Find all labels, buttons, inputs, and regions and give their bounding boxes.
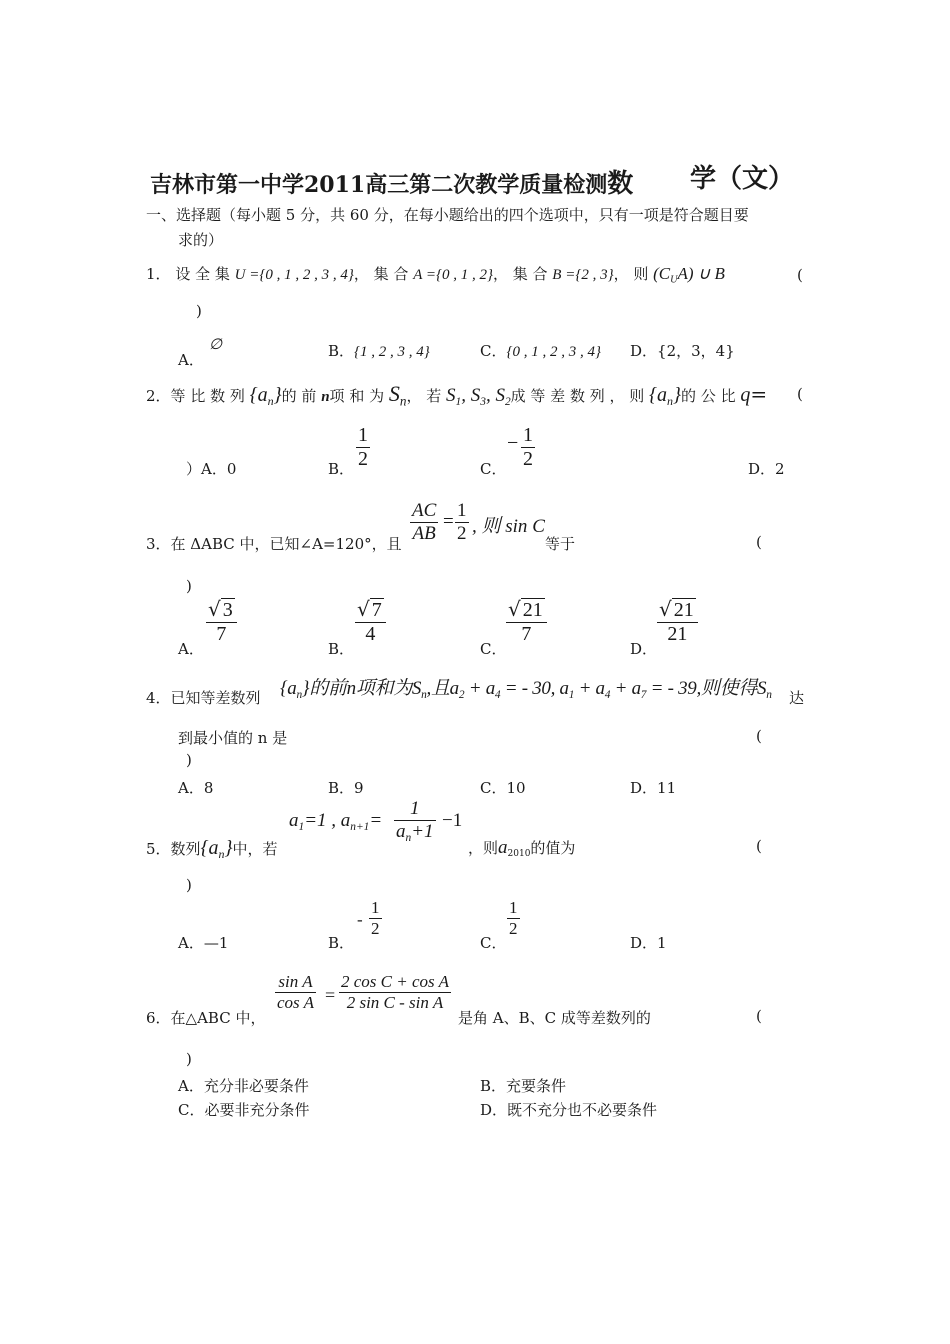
option-d: D．2 xyxy=(748,460,785,478)
q-text: ， 集 合 xyxy=(353,265,409,283)
option-a-fraction: $\frac{√ 3}{7}$ xyxy=(206,598,237,646)
option-a: A． xyxy=(178,351,204,369)
question-4: 4．已知等差数列 xyxy=(146,689,261,707)
option-d: D．{2，3，4} xyxy=(630,342,735,360)
option-d: D．既不充分也不必要条件 xyxy=(480,1101,658,1119)
q3-fraction-half: $\frac{1}{2}$ xyxy=(457,500,467,544)
q6-equals: = xyxy=(325,985,336,1005)
q5-then: ，则$a_{2010}$的值为 xyxy=(468,837,576,860)
option-c-fraction: $\frac{1}{2}$ xyxy=(523,424,533,470)
section-heading: 一、选择题（每小题 5 分，共 60 分，在每小题给出的四个选项中，只有一项是符合题目要 xyxy=(146,206,749,224)
option-d-fraction: $\frac{√ 21}{21}$ xyxy=(657,598,698,646)
answer-paren: ( xyxy=(756,727,762,745)
option-c: C．必要非充分条件 xyxy=(178,1101,310,1119)
q-text: 设 全 集 xyxy=(175,265,230,283)
option-c-label: C． xyxy=(480,640,507,658)
title-subject: 学（文） xyxy=(690,164,795,194)
option-c-label: C． xyxy=(480,934,507,952)
option-b: B．充要条件 xyxy=(480,1077,567,1095)
answer-paren: ( xyxy=(797,266,803,284)
option-a: A．—1 xyxy=(178,934,229,952)
question-2: 2．等 比 数 列 $\{a_n\}$的 前 n项 和 为 $S_n$， 若 $S_1$, $S_3$, $S_2$成 等 差 数 列 ， 则 $\{a_n\}$的 公 比 q= xyxy=(146,381,768,409)
question-6: 6．在△ABC 中， xyxy=(146,1009,266,1027)
q6-tail: 是角 A、B、C 成等差数列的 xyxy=(458,1009,651,1027)
q5-minus-one: −1 xyxy=(442,810,463,831)
option-c-label: C． xyxy=(480,460,507,478)
q4-formula: $\{a_n\}$的前n项和为$S_n$,且$a_2 + a_4$ = - 30, $a_1 + a_4 + a_7$ = - 39,则使得$S_n$ xyxy=(280,678,772,701)
q3-then: , 则 sin C xyxy=(472,516,545,537)
math-set-b: B ={2 , 3} xyxy=(552,267,614,283)
q5-formula-left: $a_1=1$ , $a_{n+1}=$ xyxy=(289,810,383,833)
option-c: C．10 xyxy=(480,779,526,797)
math-expr: $(C_UA)$ ∪ B xyxy=(653,264,725,286)
option-b-sign: - xyxy=(357,910,363,929)
option-a-value: ∅ xyxy=(209,337,223,353)
question-1 xyxy=(146,263,725,286)
q4-line2: 到最小值的 n 是 xyxy=(178,729,288,747)
option-a: A．8 xyxy=(178,779,214,797)
q6-fraction-right: $\frac{\text{2 cos C + cos A}}{\text{2 sin C - sin A}}$ xyxy=(341,972,449,1012)
answer-paren: ( xyxy=(756,1007,762,1025)
q3-equals: = xyxy=(443,511,454,532)
math-set-u: U ={0 , 1 , 2 , 3 , 4} xyxy=(234,267,354,283)
option-a: A．充分非必要条件 xyxy=(178,1077,309,1095)
option-d: D．1 xyxy=(630,934,667,952)
answer-paren: ) xyxy=(186,1050,192,1068)
option-a-label: A． xyxy=(178,640,204,658)
page-title xyxy=(150,163,633,200)
option-d-label: D． xyxy=(630,640,658,658)
q3-fraction-ac-ab: $\frac{AC}{AB}$ xyxy=(412,500,437,544)
option-c: C．{0 , 1 , 2 , 3 , 4} xyxy=(480,342,601,360)
option-c-sign: − xyxy=(507,432,519,454)
q6-fraction-left: $\frac{\text{sin A}}{\text{cos A}}$ xyxy=(277,972,314,1012)
q-number: 1． xyxy=(146,265,171,283)
question-5: 5．数列$\{a_n\}$中，若 xyxy=(146,837,278,862)
option-c-fraction: $\frac{√ 21}{7}$ xyxy=(506,598,547,646)
option-c-fraction: $\frac{1}{2}$ xyxy=(509,898,518,938)
option-d: D．11 xyxy=(630,779,677,797)
question-3: 3．在 ΔABC 中，已知∠A=120°，且 xyxy=(146,535,402,553)
answer-paren: ( xyxy=(797,385,803,403)
q-text: ， 集 合 xyxy=(492,265,548,283)
q-text: ， 则 xyxy=(613,265,649,283)
q5-fraction: $\frac{1}{a_n+1}$ xyxy=(396,798,434,844)
answer-paren: ( xyxy=(756,533,762,551)
option-b-fraction: $\frac{1}{2}$ xyxy=(371,898,380,938)
answer-paren: ) xyxy=(196,302,202,320)
title-char: 数 xyxy=(607,169,634,199)
math-set-a: A ={0 , 1 , 2} xyxy=(413,267,493,283)
q4-text-end: 达 xyxy=(789,689,805,707)
option-a: ）A．0 xyxy=(186,460,237,478)
answer-paren: ( xyxy=(756,837,762,855)
title-text: 吉林市第一中学2011高三第二次教学质量检测 xyxy=(150,172,608,198)
answer-paren: ) xyxy=(186,577,192,595)
option-b-fraction: $\frac{√ 7}{4}$ xyxy=(355,598,386,646)
answer-paren: ) xyxy=(186,751,192,769)
option-b-label: B． xyxy=(328,460,355,478)
answer-paren: ) xyxy=(186,876,192,894)
option-b-label: B． xyxy=(328,640,355,658)
option-b-label: B． xyxy=(328,934,355,952)
section-heading-cont: 求的） xyxy=(178,231,224,249)
option-b: B．9 xyxy=(328,779,364,797)
q3-tail: 等于 xyxy=(545,535,576,553)
option-b: B．{1 , 2 , 3 , 4} xyxy=(328,342,430,360)
option-b-fraction: $\frac{1}{2}$ xyxy=(358,424,368,470)
